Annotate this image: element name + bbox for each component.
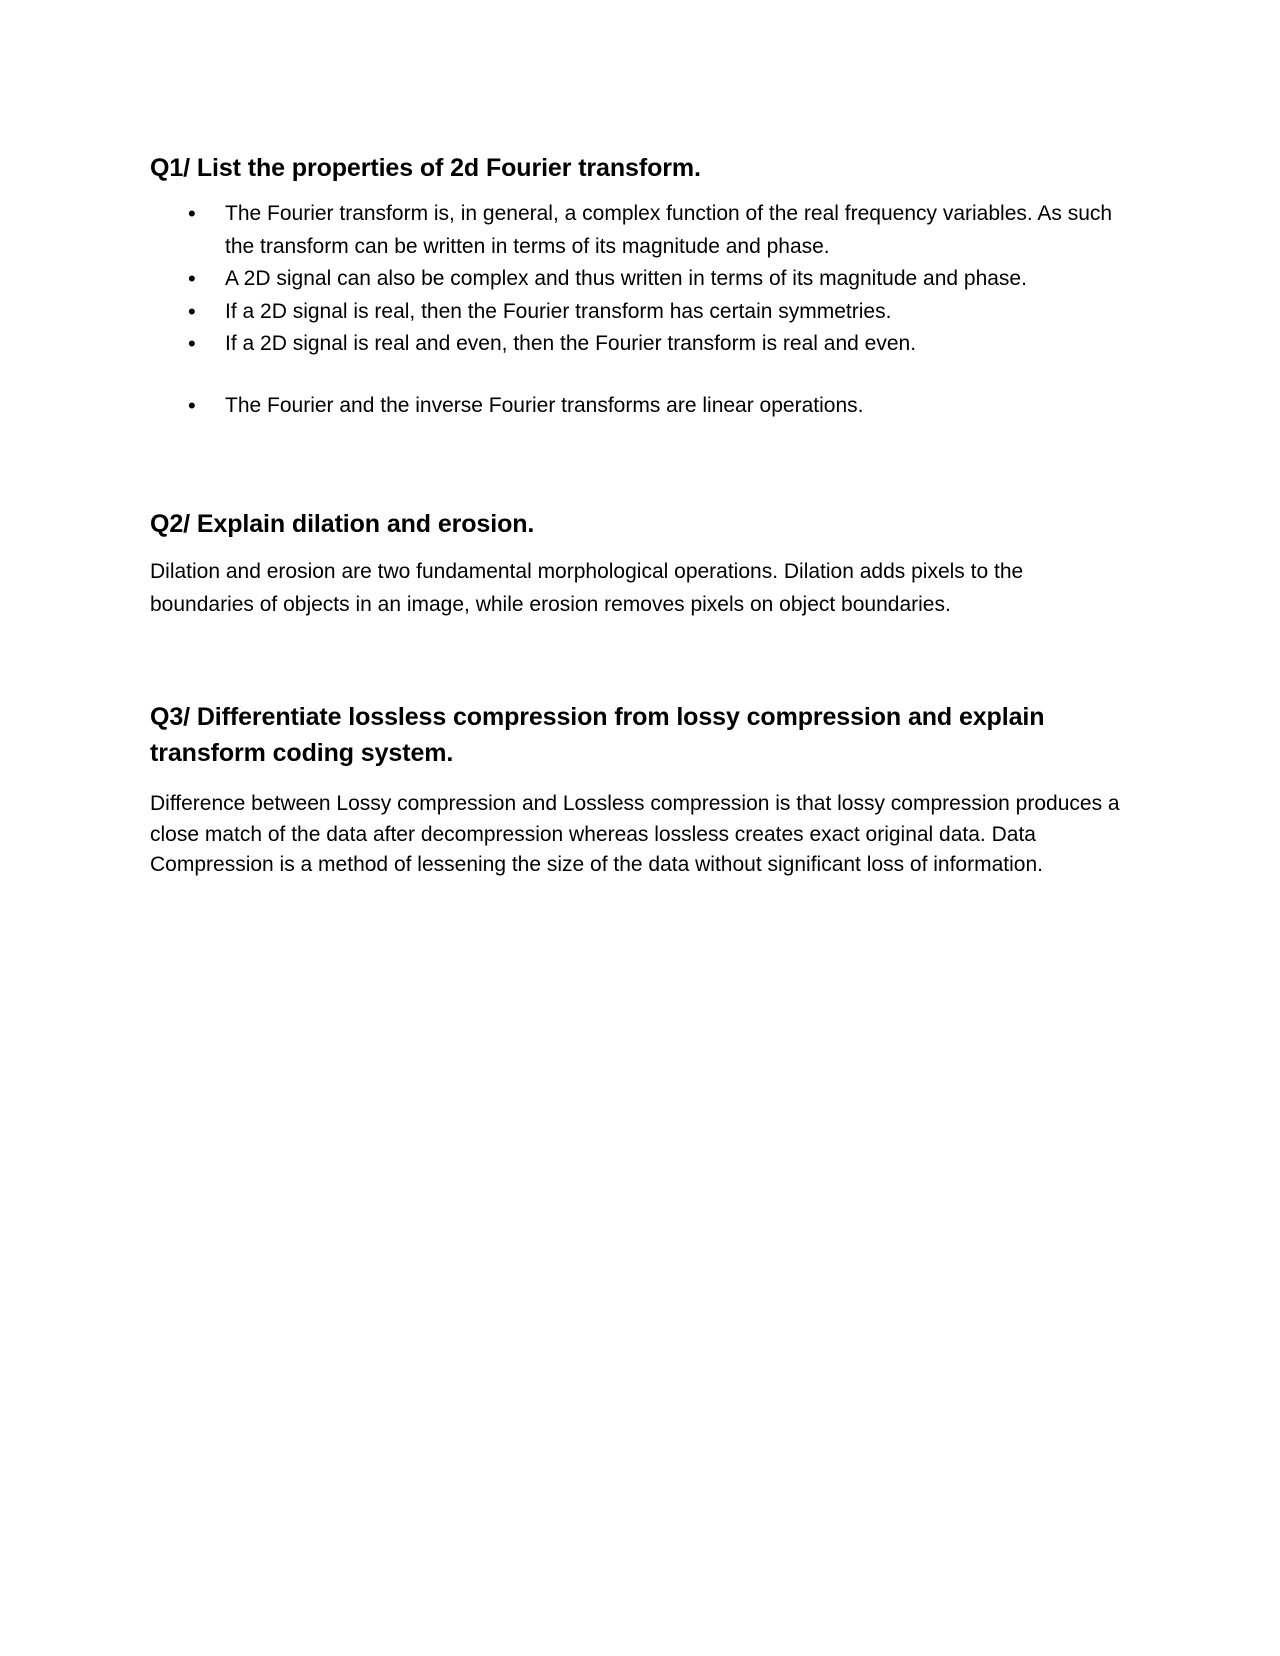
list-item-text: If a 2D signal is real, then the Fourier transform has certain symmetries. xyxy=(225,299,892,323)
list-item xyxy=(150,328,1130,361)
question-1 xyxy=(150,150,1130,422)
list-item-text: If a 2D signal is real and even, then the Fourier transform is real and even. xyxy=(225,332,917,355)
bullet-icon: • xyxy=(188,201,196,226)
list-item-text: The Fourier and the inverse Fourier transforms are linear operations. xyxy=(225,393,864,417)
list-item xyxy=(150,198,1130,263)
question-3-title: Q3/ Differentiate lossless compression from lossy compression and explain transform coding system. xyxy=(150,703,1045,767)
question-2-title: Q2/ Explain dilation and erosion. xyxy=(150,510,535,538)
bullet-icon: • xyxy=(188,298,196,324)
question-2 xyxy=(150,506,1130,621)
list-item-text: The Fourier transform is, in general, a complex function of the real frequency variables. As such the transform can be written in terms of its magnitude and phase. xyxy=(225,202,1113,258)
bullet-icon: • xyxy=(188,266,196,291)
list-item-text: A 2D signal can also be complex and thus written in terms of its magnitude and phase. xyxy=(225,267,1027,290)
bullet-icon: • xyxy=(188,331,196,356)
question-3-answer: Difference between Lossy compression and Lossless compression is that lossy compression produces a close match of the data after decompression whereas lossless creates exact original data. Data Compression is a method of lessening the size of the data without significant loss of information. xyxy=(150,792,1120,876)
question-2-answer: Dilation and erosion are two fundamental morphological operations. Dilation adds pixels to the boundaries of objects in an image, while erosion removes pixels on object boundaries. xyxy=(150,560,1024,616)
question-3 xyxy=(150,699,1130,881)
question-1-title: Q1/ List the properties of 2d Fourier transform. xyxy=(150,154,701,182)
list-item xyxy=(150,263,1130,296)
bullet-icon: • xyxy=(188,392,196,418)
list-item xyxy=(150,296,1130,329)
question-1-bullet-list xyxy=(150,198,1130,422)
list-item xyxy=(150,390,1130,423)
document-content xyxy=(150,150,1130,881)
